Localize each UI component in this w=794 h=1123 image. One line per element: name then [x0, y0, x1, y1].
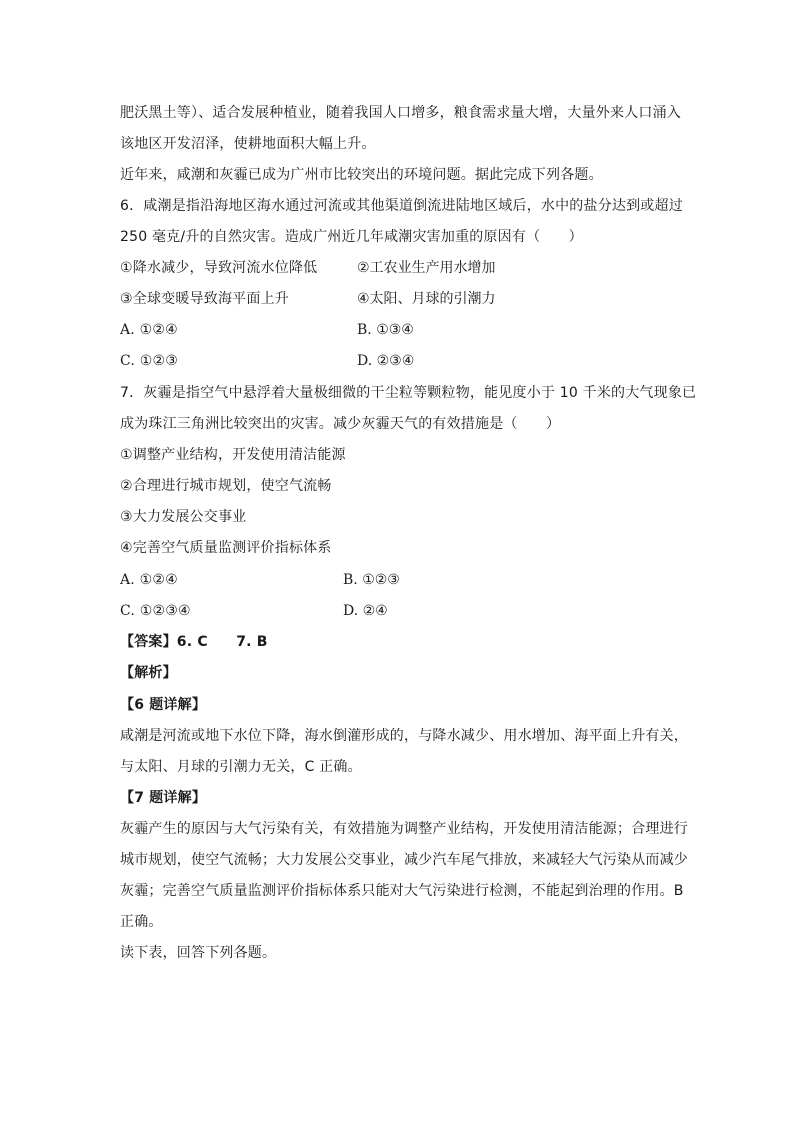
q7-item-1: ①调整产业结构，开发使用清洁能源: [120, 447, 346, 463]
question-6-stem: 250 毫克/升的自然灾害。造成广州近几年咸潮灾害加重的原因有（ ）: [120, 229, 583, 245]
q7-item-4: ④完善空气质量监测评价指标体系: [120, 540, 332, 556]
q6-item-3: ③全球变暖导致海平面上升: [120, 291, 289, 307]
detail-6-heading: 【6 题详解】: [120, 697, 207, 713]
detail-6-text: 咸潮是河流或地下水位下降，海水倒灌形成的，与降水减少、用水增加、海平面上升有关，: [120, 728, 688, 744]
q6-option-c: C. ①②③: [120, 353, 178, 369]
paragraph-line: 该地区开发沼泽，使耕地面积大幅上升。: [120, 136, 376, 152]
q6-item-1: ①降水减少，导致河流水位降低: [120, 260, 318, 276]
paragraph-line: 肥沃黑土等）、适合发展种植业，随着我国人口增多，粮食需求量大增，大量外来人口涌入: [120, 105, 681, 121]
question-7-stem: 7．灰霾是指空气中悬浮着大量极细微的干尘粒等颗粒物，能见度小于 10 千米的大气现象已: [120, 385, 697, 401]
question-6-stem: 6．咸潮是指沿海地区海水通过河流或其他渠道倒流进陆地区域后，水中的盐分达到或超过: [120, 198, 683, 214]
q6-item-2: ②工农业生产用水增加: [357, 260, 496, 276]
question-7-stem: 成为珠江三角洲比较突出的灾害。减少灰霾天气的有效措施是（ ）: [120, 416, 561, 432]
detail-7-text: 正确。: [120, 914, 163, 930]
detail-7-heading: 【7 题详解】: [120, 790, 207, 806]
answer-line: 【答案】6. C 7. B: [120, 634, 268, 650]
q6-option-a: A. ①②④: [120, 322, 178, 338]
detail-7-text: 灰霾产生的原因与大气污染有关，有效措施为调整产业结构，开发使用清洁能源；合理进行: [120, 821, 688, 837]
q7-item-2: ②合理进行城市规划，使空气流畅: [120, 478, 332, 494]
detail-7-text: 城市规划，使空气流畅；大力发展公交事业，减少汽车尾气排放，来减轻大气污染从而减少: [120, 852, 688, 868]
analysis-heading: 【解析】: [120, 665, 177, 681]
q6-item-4: ④太阳、月球的引潮力: [357, 291, 496, 307]
q7-option-d: D. ②④: [343, 603, 388, 619]
q6-option-d: D. ②③④: [357, 353, 415, 369]
q6-option-b: B. ①③④: [357, 322, 414, 338]
q7-option-b: B. ①②③: [343, 572, 400, 588]
detail-6-text: 与太阳、月球的引潮力无关，C 正确。: [120, 759, 362, 775]
detail-7-text: 灰霾；完善空气质量监测评价指标体系只能对大气污染进行检测，不能起到治理的作用。B: [120, 883, 684, 899]
q7-item-3: ③大力发展公交事业: [120, 509, 247, 525]
q7-option-c: C. ①②③④: [120, 603, 191, 619]
closing-instruction: 读下表，回答下列各题。: [120, 945, 277, 961]
intro-text: 近年来，咸潮和灰霾已成为广州市比较突出的环境问题。据此完成下列各题。: [120, 167, 603, 183]
q7-option-a: A. ①②④: [120, 572, 178, 588]
